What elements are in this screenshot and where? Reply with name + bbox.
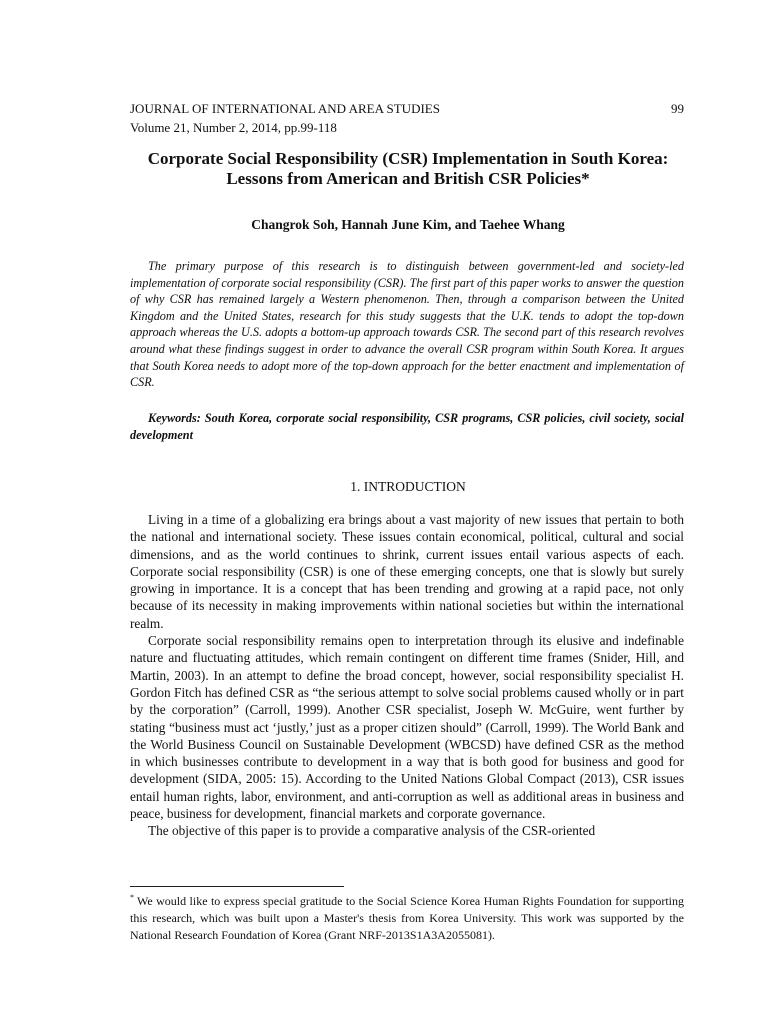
journal-header [130,99,684,137]
footnote-divider [130,886,344,887]
title-line-1: Corporate Social Responsibility (CSR) Implementation in South Korea: [147,149,669,168]
page-number: 99 [671,101,684,116]
section-heading: 1. INTRODUCTION [350,479,466,494]
journal-name: JOURNAL OF INTERNATIONAL AND AREA STUDIES [130,101,440,116]
footnote-marker: * [130,893,134,902]
author-list: Changrok Soh, Hannah June Kim, and Taehee Whang [251,217,565,232]
paragraph: Living in a time of a globalizing era brings about a vast majority of new issues that pertain to both the national and international society. These issues contain economical, political, cultural and social dimensions, and as the world continues to shrink, current issues entail various aspects of each. Corporate social responsibility (CSR) is one of these emerging concepts, one that is slowly but surely growing in importance. It is a concept that has been trending and growing at a rapid pace, not only because of its necessity in making improvements within national societies but within the international realm. [130,512,684,631]
paragraph: Corporate social responsibility remains open to interpretation through its elusive and indefinable nature and fluctuating attitudes, which remain contingent on different time frames (Snider, Hill, and Martin, 2003). In an attempt to define the broad concept, however, social responsibility specialist H. Gordon Fitch has defined CSR as “the serious attempt to solve social problems caused wholly or in part by the corporation” (Carroll, 1999). Another CSR specialist, Joseph W. McGuire, went further by stating “business must act ‘justly,’ just as a proper citizen should” (Carroll, 1999). The World Bank and the World Business Council on Sustainable Development (WBCSD) have defined CSR as the method in which businesses contribute to development in a way that is both good for business and good for development (SIDA, 2005: 15). According to the United Nations Global Compact (2013), CSR issues entail human rights, labor, environment, and anti-corruption as well as additional areas in business and peace, business for development, financial markets and corporate governance. [130,633,684,822]
volume-info: Volume 21, Number 2, 2014, pp.99-118 [130,120,337,135]
footnote [130,893,684,944]
title-line-2: Lessons from American and British CSR Policies* [226,169,590,188]
footnote-text: We would like to express special gratitude to the Social Science Korea Human Rights Foundation for supporting this research, which was built upon a Master's thesis from Korea University. This work was supported by the National Research Foundation of Korea (Grant NRF-2013S1A3A2055081). [130,894,684,942]
paper-title [110,149,706,189]
paragraph: The objective of this paper is to provide a comparative analysis of the CSR-oriented [148,823,596,839]
keywords: Keywords: South Korea, corporate social responsibility, CSR programs, CSR policies, civil society, social development [130,411,684,442]
abstract: The primary purpose of this research is to distinguish between government-led and society-led implementation of corporate social responsibility (CSR). The first part of this paper works to answer the question of why CSR has remained largely a Western phenomenon. Then, through a comparison between the United Kingdom and the United States, research for this study suggests that the U.K. tends to adopt the top-down approach whereas the U.S. adopts a bottom-up approach towards CSR. The second part of this research revolves around what these findings suggest in order to advance the overall CSR program within South Korea. It argues that South Korea needs to adopt more of the top-down approach for the better enactment and implementation of CSR. [130,259,684,390]
body-text [130,511,684,840]
